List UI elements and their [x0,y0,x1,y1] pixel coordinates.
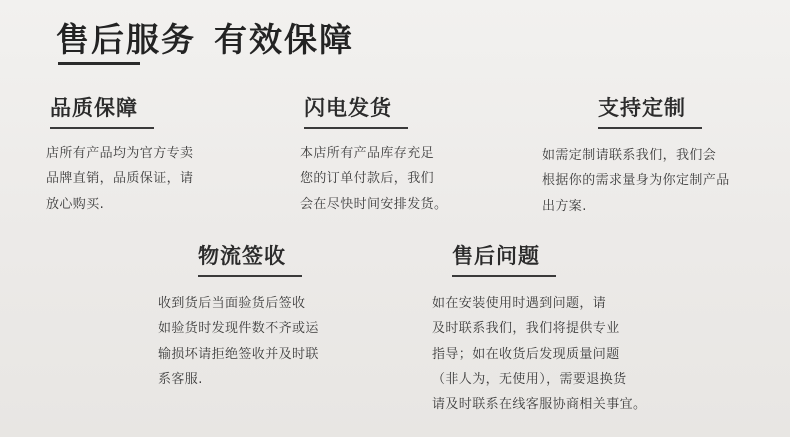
section-logistics-underline [198,275,302,277]
section-logistics-title: 物流签收 [198,244,286,268]
section-logistics-body [148,291,363,392]
section-after-sale-issues-line-2: 及时联系我们，我们将提供专业 [432,321,620,337]
section-quality-title: 品质保障 [50,96,138,120]
section-shipping-title: 闪电发货 [304,96,392,120]
section-logistics-line-3: 输损坏请拒绝签收并及时联 [158,346,319,362]
section-shipping-line-2: 您的订单付款后，我们 [300,171,435,187]
section-after-sale-issues-title: 售后问题 [452,244,540,268]
section-quality-line-1: 店所有产品均为官方专卖 [46,146,194,161]
section-customization-body [540,143,755,219]
section-shipping-underline [304,127,408,129]
section-quality-line-2: 品牌直销，品质保证，请 [46,171,194,187]
section-after-sale-issues-line-1: 如在安装使用时遇到问题，请 [432,296,607,311]
section-shipping-line-1: 本店所有产品库存充足 [300,146,435,161]
section-after-sale-issues-line-4: （非人为，无使用），需要退换货 [432,372,627,388]
section-after-sale-issues-line-5: 请及时联系在线客服协商相关事宜。 [432,397,647,413]
page-title-underline [58,62,140,65]
section-customization-line-1: 如需定制请联系我们，我们会 [542,148,717,163]
section-logistics-line-4: 系客服. [158,372,203,388]
section-customization-line-2: 根据你的需求量身为你定制产品 [542,173,730,189]
page-title [56,14,354,61]
section-logistics [148,240,363,392]
section-quality [44,92,244,217]
page-title-part2: 有效保障 [214,20,354,59]
section-customization-title: 支持定制 [598,96,686,120]
section-customization-underline [598,127,702,129]
section-shipping [298,92,498,217]
page-title-part1: 售后服务 [56,20,196,59]
section-shipping-line-3: 会在尽快时间安排发货。 [300,196,448,212]
section-customization-line-3: 出方案. [542,198,587,214]
section-quality-body [44,141,244,217]
section-quality-line-3: 放心购买. [46,196,105,212]
section-customization [540,92,755,219]
section-logistics-line-2: 如验货时发现件数不齐或运 [158,321,319,337]
section-after-sale-issues-line-3: 指导；如在收货后发现质量问题 [432,346,620,362]
section-after-sale-issues [432,240,662,418]
section-logistics-line-1: 收到货后当面验货后签收 [158,296,306,311]
section-quality-underline [50,127,154,129]
section-after-sale-issues-underline [452,275,556,277]
section-after-sale-issues-body [432,291,662,418]
section-shipping-body [298,141,498,217]
